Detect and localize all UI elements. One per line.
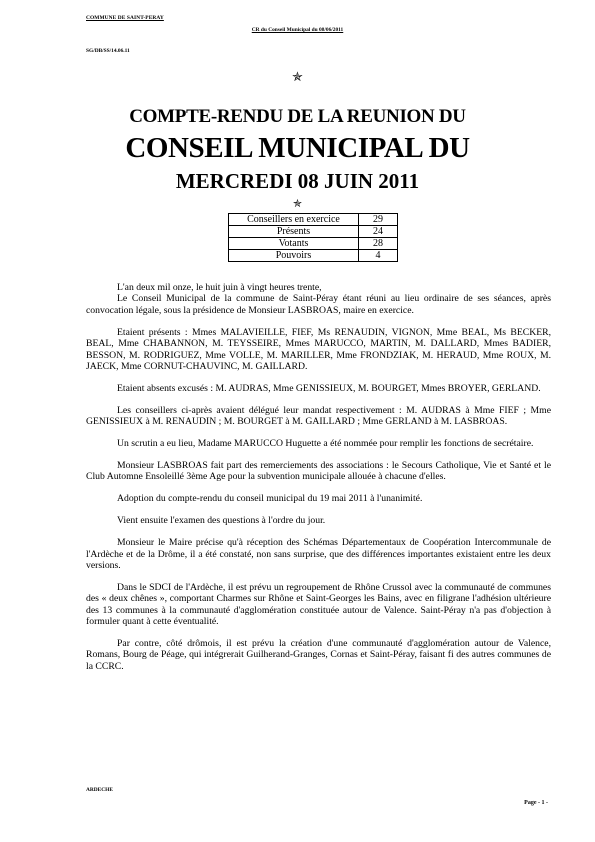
paragraph-agenda: Vient ensuite l'examen des questions à l'ordre du jour. <box>117 515 326 527</box>
title-line-1: COMPTE-RENDU DE LA REUNION DU <box>129 106 466 127</box>
document-reference: SG/DB/SS/14.06.11 <box>86 48 130 54</box>
attendance-table <box>228 213 398 262</box>
paragraph-opening: L'an deux mil onze, le huit juin à vingt heures trente, <box>117 282 322 293</box>
paragraph-present: Etaient présents : Mmes MALAVIEILLE, FIEF, Ms RENAUDIN, VIGNON, Mme BEAL, Ms BECKER, BEAL, Mme CHABANNON, M. TEYSSEIRE, Mmes MARUCCO, MARTIN, M. DALLARD, Mmes BADIER, BESSON, M. RODRIGUEZ, Mme VOLLE, M. MARILLER, Mme FRONDZIAK, M. HERAUD, Mme ROUX, M. JAECK, Mme CORNUT-CHAUVINC, M. GAILLARD. <box>86 326 551 372</box>
star-ornament-icon: ✯ <box>292 69 303 84</box>
paragraph-absent: Etaient absents excusés : M. AUDRAS, Mme GENISSIEUX, M. BOURGET, Mmes BROYER, GERLAND. <box>117 382 541 394</box>
paragraph-delegations: Les conseillers ci-après avaient délégué leur mandat respectivement : M. AUDRAS à Mme FIEF ; Mme GENISSIEUX à M. RENAUDIN ; M. BOURGET à M. GAILLARD ; Mme GERLAND à M. LASBROAS. <box>86 404 551 428</box>
stat-value: 28 <box>359 238 398 250</box>
paragraph-secretary: Un scrutin a eu lieu, Madame MARUCCO Huguette a été nommée pour remplir les fonctions de secrétaire. <box>117 438 534 450</box>
minutes-body <box>86 282 551 683</box>
stat-label: Conseillers en exercice <box>229 214 359 226</box>
paragraph-adoption: Adoption du compte-rendu du conseil municipal du 19 mai 2011 à l'unanimité. <box>117 493 423 505</box>
star-ornament-icon: ✯ <box>292 198 303 210</box>
paragraph-thanks: Monsieur LASBROAS fait part des remerciements des associations : le Secours Catholique, Vie et Santé et le Club Automne Ensoleillé 3ème Age pour la subvention municipale allouée à chacune d'elles. <box>86 459 551 483</box>
footer-department: ARDECHE <box>86 787 113 793</box>
commune-header: COMMUNE DE SAINT-PERAY <box>86 15 164 21</box>
stat-label: Pouvoirs <box>229 250 359 262</box>
table-row <box>229 238 398 250</box>
paragraph-convocation: Le Conseil Municipal de la commune de Saint-Péray étant réuni au lieu ordinaire de ses séances, après convocation légale, sous la présidence de Monsieur LASBROAS, maire en exercice. <box>86 293 551 316</box>
table-row <box>229 226 398 238</box>
stat-value: 4 <box>359 250 398 262</box>
page-number: Page - 1 - <box>524 800 548 806</box>
cr-header: CR du Conseil Municipal du 08/06/2011 <box>251 27 344 33</box>
stat-value: 24 <box>359 226 398 238</box>
table-row <box>229 214 398 226</box>
paragraph-sdci-intro: Monsieur le Maire précise qu'à réception des Schémas Départementaux de Coopération Intercommunale de l'Ardèche et de la Drôme, il a été constaté, non sans surprise, que des différences importantes existaient entre les deux versions. <box>86 537 551 571</box>
paragraph-sdci-drome: Par contre, côté drômois, il est prévu la création d'une communauté d'agglomération autour de Valence, Romans, Bourg de Péage, qui intégrerait Guilherand-Granges, Cornas et Saint-Péray, faisant fi des autres communes de la CCRC. <box>86 637 551 672</box>
title-line-3: MERCREDI 08 JUIN 2011 <box>175 169 420 193</box>
stat-value: 29 <box>359 214 398 226</box>
stat-label: Votants <box>229 238 359 250</box>
paragraph-sdci-ardeche: Dans le SDCI de l'Ardèche, il est prévu un regroupement de Rhône Crussol avec la communauté de communes des « deux chênes », comportant Charmes sur Rhône et Saint-Georges les Bains, avec en filigrane l'adhésion ultérieure des 13 communes à la communauté d'agglomération constituée autour de Valence. Saint-Péray n'a pas d'objection à formuler quant à cette éventualité. <box>86 581 551 628</box>
title-line-2: CONSEIL MUNICIPAL DU <box>125 132 470 164</box>
table-row <box>229 250 398 262</box>
stat-label: Présents <box>229 226 359 238</box>
